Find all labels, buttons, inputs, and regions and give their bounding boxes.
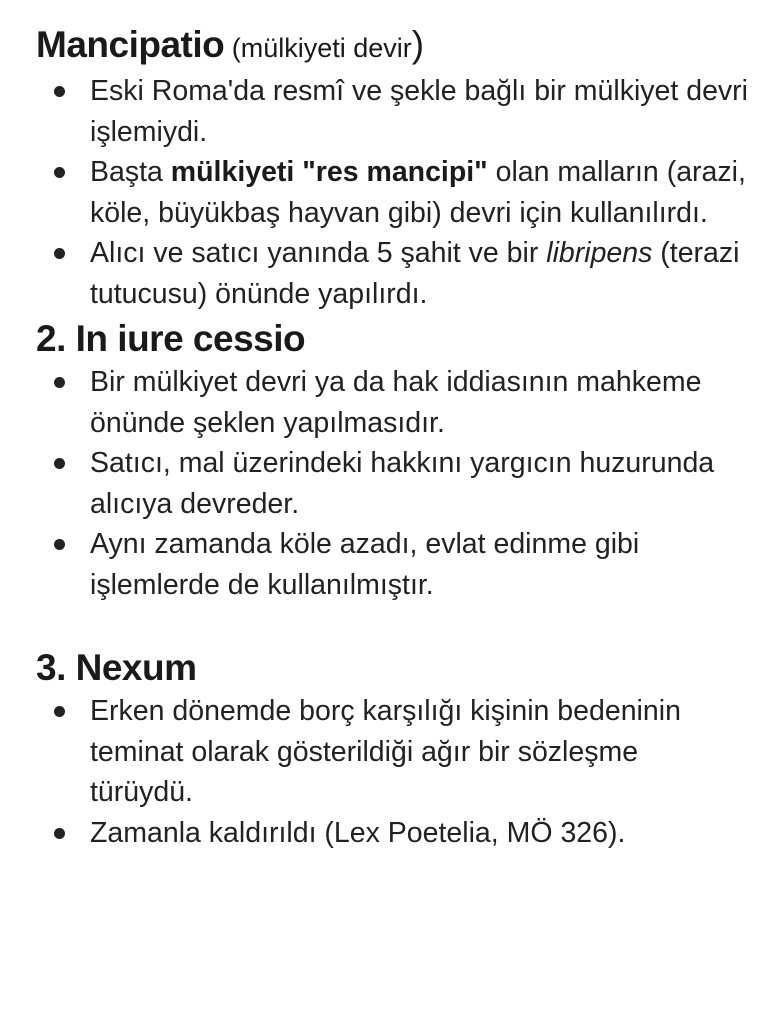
list-item [36, 813, 748, 854]
in-iure-cessio-bullet-list [36, 362, 748, 605]
list-item [36, 71, 748, 152]
list-item-text-italic: libripens [546, 237, 653, 269]
list-item [36, 152, 748, 233]
list-item [36, 443, 748, 524]
list-item [36, 233, 748, 314]
section-title-nexum [36, 645, 748, 691]
section-spacer [36, 605, 748, 645]
list-item-text: Eski Roma'da resmî ve şekle bağlı bir mülkiyet devri işlemiydi. [90, 75, 749, 148]
list-item [36, 691, 748, 813]
list-item-text-pre: Alıcı ve satıcı yanında 5 şahit ve bir [90, 237, 547, 269]
list-item-text: Zamanla kaldırıldı (Lex Poetelia, MÖ 326). [90, 816, 626, 849]
list-item-text: Erken dönemde borç karşılığı kişinin bedeninin teminat olarak gösterildiği ağır bir sözleşme türüydü. [90, 695, 681, 808]
list-item-text: Aynı zamanda köle azadı, evlat edinme gibi işlemlerde de kullanılmıştır. [90, 528, 640, 601]
section-title-text: 2. In iure cessio [36, 318, 306, 359]
list-item-text: Bir mülkiyet devri ya da hak iddiasının mahkeme önünde şeklen yapılmasıdır. [90, 366, 702, 439]
list-item-text-post: olan malların (arazi, köle, büyükbaş hayvan gibi) devri için kullanılırdı. [90, 156, 746, 229]
section-subtitle: (mülkiyeti devir [224, 33, 412, 63]
nexum-bullet-list [36, 691, 748, 853]
section-title-in-iure-cessio [36, 316, 748, 362]
section-subtitle-close: ) [411, 24, 424, 65]
list-item-text-bold: mülkiyeti "res mancipi" [170, 156, 488, 188]
section-title-text: Mancipatio [36, 24, 225, 65]
list-item [36, 524, 748, 605]
list-item [36, 362, 748, 443]
section-title-mancipatio [36, 22, 748, 71]
section-title-text: 3. Nexum [36, 647, 197, 688]
list-item-text-pre: Başta [90, 156, 171, 188]
list-item-text-post: (terazi tutucusu) önünde yapılırdı. [90, 237, 740, 310]
list-item-text: Satıcı, mal üzerindeki hakkını yargıcın huzurunda alıcıya devreder. [90, 447, 715, 520]
mancipatio-bullet-list [36, 71, 748, 314]
